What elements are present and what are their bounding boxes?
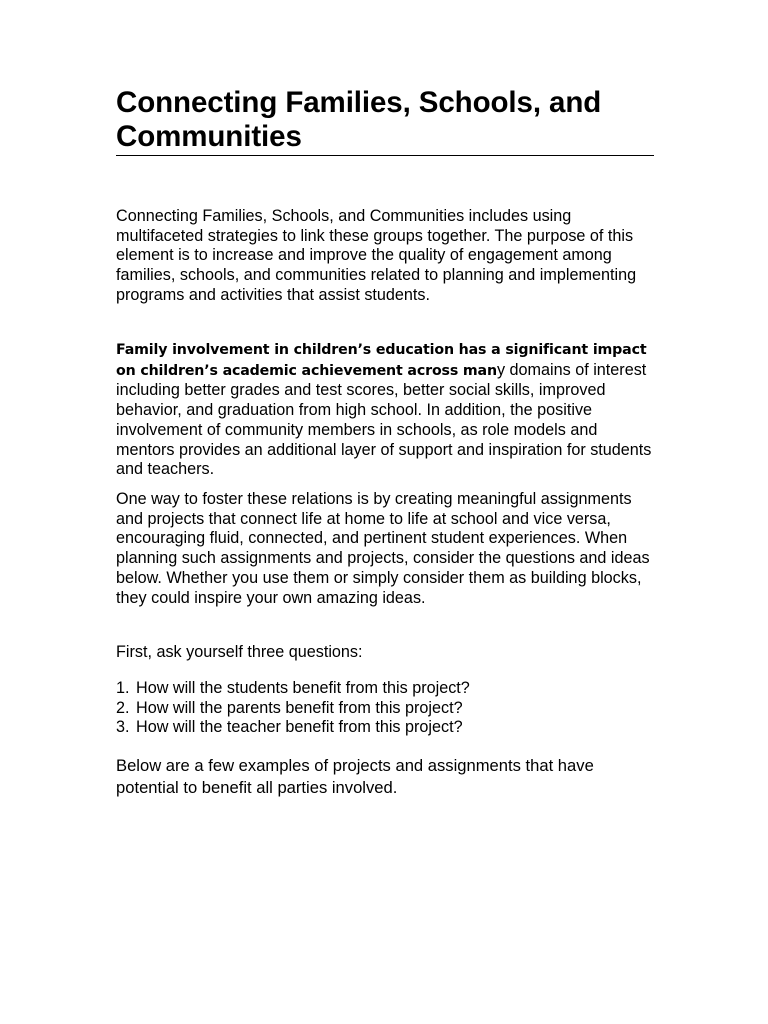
list-item-number: 1.: [116, 679, 130, 697]
examples-intro-paragraph: Below are a few examples of projects and assignments that have potential to benefit all parties involved.: [116, 756, 594, 797]
family-involvement-paragraph: [116, 340, 656, 480]
list-item: [116, 679, 656, 699]
title-underline: [116, 155, 654, 156]
list-item: [116, 718, 656, 738]
list-item: [116, 699, 656, 719]
list-item-text: How will the teacher benefit from this project?: [136, 718, 463, 737]
family-involvement-body: y domains of interest including better grades and test scores, better social skills, improved behavior, and graduation from high school. In addition, the positive involvement of community members in schools, as role models and mentors provides an additional layer of support and inspiration for students and teachers.: [116, 360, 652, 479]
intro-paragraph: Connecting Families, Schools, and Communities includes using multifaceted strategies to link these groups together. The purpose of this element is to increase and improve the quality of engagement among families, schools, and communities related to planning and implementing programs and activities that assist students.: [116, 207, 637, 304]
questions-intro: First, ask yourself three questions:: [116, 643, 363, 661]
list-item-number: 3.: [116, 718, 130, 737]
foster-relations-paragraph: One way to foster these relations is by creating meaningful assignments and projects that connect life at home to life at school and vice versa, encouraging fluid, connected, and pertinent student experiences. When planning such assignments and projects, consider the questions and ideas below. Whether you use them or simply consider them as building blocks, they could inspire your own amazing ideas.: [116, 490, 650, 607]
family-involvement-lead: Family involvement in children’s education has a significant impact on children’s academic achievement across man: [116, 342, 647, 379]
list-item-text: How will the students benefit from this project?: [136, 679, 470, 697]
page-title: Connecting Families, Schools, and Communities: [116, 86, 602, 153]
list-item-number: 2.: [116, 698, 130, 717]
questions-list: [116, 679, 656, 738]
list-item-text: How will the parents benefit from this project?: [136, 698, 463, 717]
